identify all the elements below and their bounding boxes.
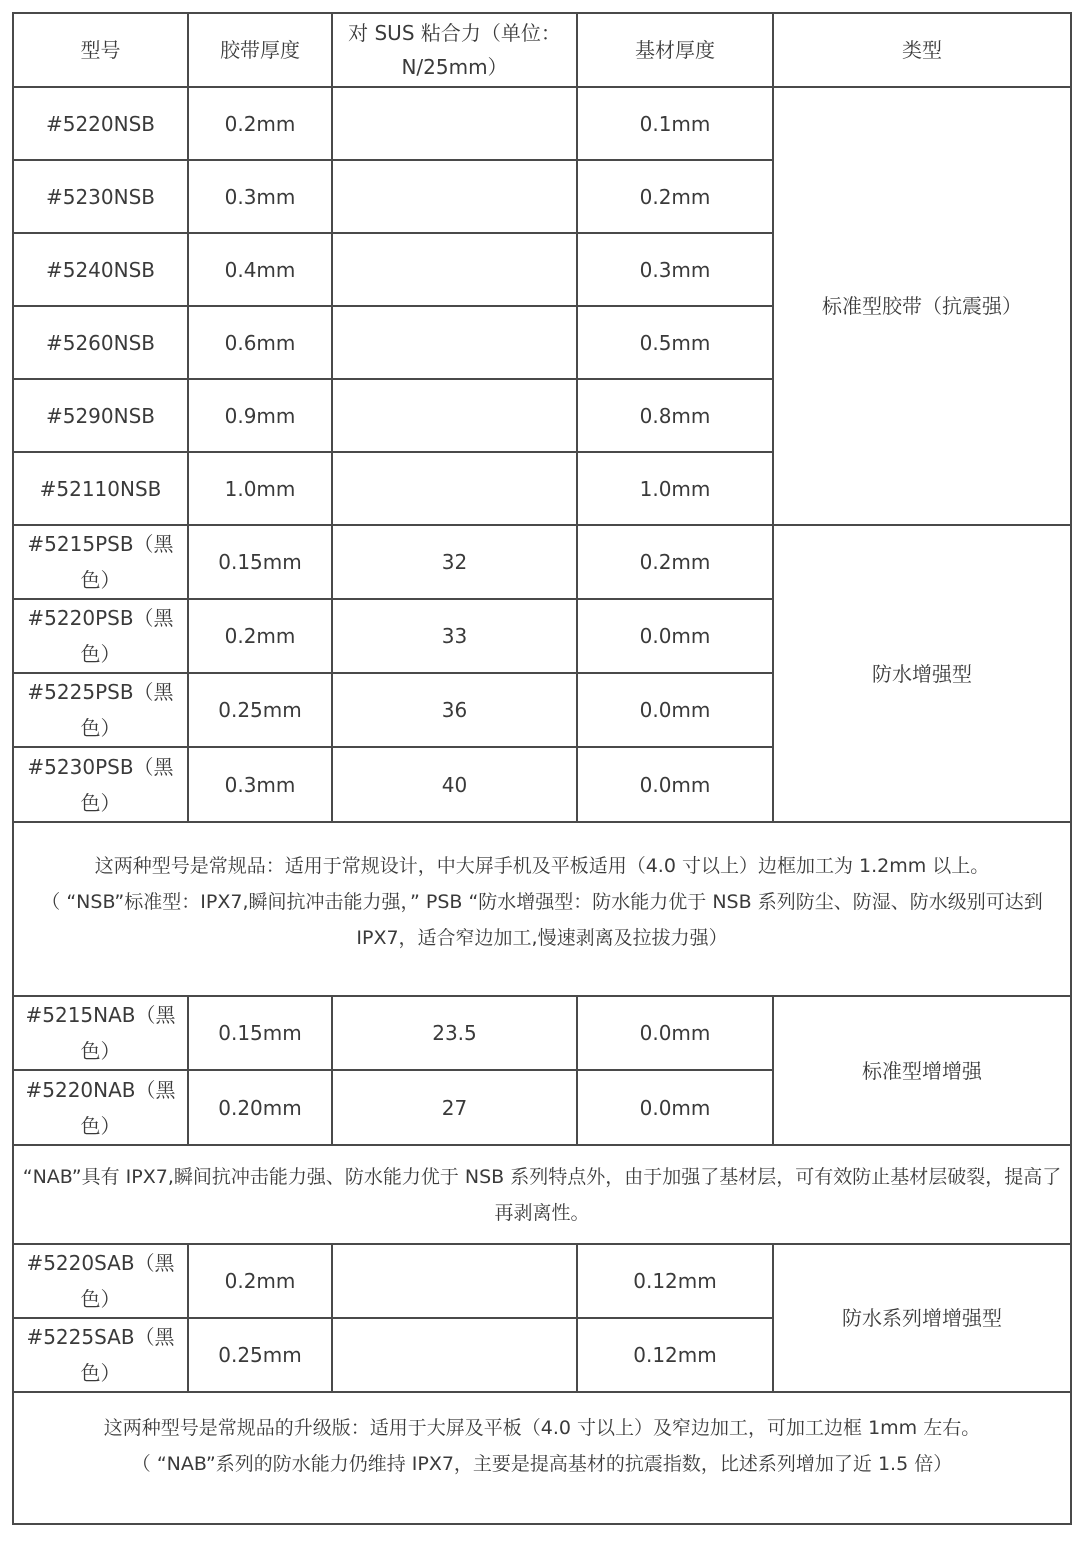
cell-model: #5260NSB: [13, 306, 188, 379]
note-row: [13, 1392, 1071, 1524]
cell-adhesion: [332, 1318, 577, 1392]
cell-base-thickness: 0.5mm: [577, 306, 773, 379]
note-text: 这两种型号是常规品的升级版：适用于大屏及平板（4.0 寸以上）及窄边加工，可加工边框 1mm 左右。: [103, 1417, 981, 1439]
cell-model: #5230PSB（黑色）: [13, 747, 188, 822]
cell-base-thickness: 0.1mm: [577, 87, 773, 160]
note-text: 这两种型号是常规品：适用于常规设计，中大屏手机及平板适用（4.0 寸以上）边框加工为 1.2mm 以上。: [94, 855, 990, 877]
cell-type: 标准型胶带（抗震强）: [773, 87, 1071, 525]
cell-adhesion: [332, 379, 577, 452]
cell-model: #5225PSB（黑色）: [13, 673, 188, 747]
header-type: 类型: [773, 13, 1071, 87]
cell-type: 防水增强型: [773, 525, 1071, 822]
cell-thickness: 0.6mm: [188, 306, 332, 379]
cell-base-thickness: 0.0mm: [577, 673, 773, 747]
cell-adhesion: 36: [332, 673, 577, 747]
table-row: [13, 525, 1071, 599]
cell-model: #5230NSB: [13, 160, 188, 233]
cell-model: #5220NSB: [13, 87, 188, 160]
note-text: （ “NSB”标准型：IPX7,瞬间抗冲击能力强，” PSB “防水增强型：防水能力优于 NSB 系列防尘、防湿、防水级别可达到 IPX7，适合窄边加工,慢速剥离及拉拔力强）: [41, 891, 1043, 949]
cell-model: #5220PSB（黑色）: [13, 599, 188, 673]
cell-adhesion: [332, 160, 577, 233]
cell-adhesion: [332, 87, 577, 160]
cell-thickness: 0.2mm: [188, 599, 332, 673]
table-row: [13, 1244, 1071, 1318]
cell-base-thickness: 0.3mm: [577, 233, 773, 306]
cell-model: #5215NAB（黑色）: [13, 996, 188, 1070]
cell-adhesion: [332, 1244, 577, 1318]
cell-adhesion: [332, 306, 577, 379]
cell-thickness: 0.9mm: [188, 379, 332, 452]
cell-base-thickness: 0.2mm: [577, 160, 773, 233]
cell-thickness: 0.25mm: [188, 673, 332, 747]
cell-model: #52110NSB: [13, 452, 188, 525]
cell-type: 标准型增增强: [773, 996, 1071, 1145]
header-thickness: 胶带厚度: [188, 13, 332, 87]
cell-thickness: 0.3mm: [188, 160, 332, 233]
cell-thickness: 0.4mm: [188, 233, 332, 306]
header-base-thickness: 基材厚度: [577, 13, 773, 87]
table-row: [13, 87, 1071, 160]
cell-adhesion: [332, 452, 577, 525]
cell-base-thickness: 0.2mm: [577, 525, 773, 599]
table-row: [13, 996, 1071, 1070]
cell-base-thickness: 0.0mm: [577, 747, 773, 822]
cell-base-thickness: 0.0mm: [577, 1070, 773, 1145]
cell-base-thickness: 0.0mm: [577, 599, 773, 673]
cell-thickness: 0.20mm: [188, 1070, 332, 1145]
cell-thickness: 0.15mm: [188, 996, 332, 1070]
cell-thickness: 0.15mm: [188, 525, 332, 599]
cell-adhesion: [332, 233, 577, 306]
cell-model: #5225SAB（黑色）: [13, 1318, 188, 1392]
cell-model: #5220NAB（黑色）: [13, 1070, 188, 1145]
cell-model: #5220SAB（黑色）: [13, 1244, 188, 1318]
cell-adhesion: 23.5: [332, 996, 577, 1070]
header-adhesion: 对 SUS 粘合力（单位：N/25mm）: [332, 13, 577, 87]
cell-base-thickness: 0.12mm: [577, 1244, 773, 1318]
cell-base-thickness: 0.8mm: [577, 379, 773, 452]
cell-model: #5290NSB: [13, 379, 188, 452]
spec-table: [12, 12, 1072, 1525]
cell-adhesion: 33: [332, 599, 577, 673]
cell-thickness: 1.0mm: [188, 452, 332, 525]
cell-type: 防水系列增增强型: [773, 1244, 1071, 1392]
cell-adhesion: 27: [332, 1070, 577, 1145]
cell-model: #5240NSB: [13, 233, 188, 306]
cell-thickness: 0.25mm: [188, 1318, 332, 1392]
cell-base-thickness: 0.0mm: [577, 996, 773, 1070]
note-text: “NAB”具有 IPX7,瞬间抗冲击能力强、防水能力优于 NSB 系列特点外，由于加强了基材层，可有效防止基材层破裂，提高了再剥离性。: [13, 1145, 1071, 1244]
cell-thickness: 0.3mm: [188, 747, 332, 822]
cell-adhesion: 32: [332, 525, 577, 599]
cell-base-thickness: 0.12mm: [577, 1318, 773, 1392]
header-model: 型号: [13, 13, 188, 87]
cell-thickness: 0.2mm: [188, 1244, 332, 1318]
note-text: （ “NAB”系列的防水能力仍维持 IPX7，主要是提高基材的抗震指数，比述系列增加了近 1.5 倍）: [131, 1453, 953, 1475]
header-row: [13, 13, 1071, 87]
cell-adhesion: 40: [332, 747, 577, 822]
cell-base-thickness: 1.0mm: [577, 452, 773, 525]
note-row: [13, 1145, 1071, 1244]
note-row: [13, 822, 1071, 996]
cell-thickness: 0.2mm: [188, 87, 332, 160]
cell-model: #5215PSB（黑色）: [13, 525, 188, 599]
